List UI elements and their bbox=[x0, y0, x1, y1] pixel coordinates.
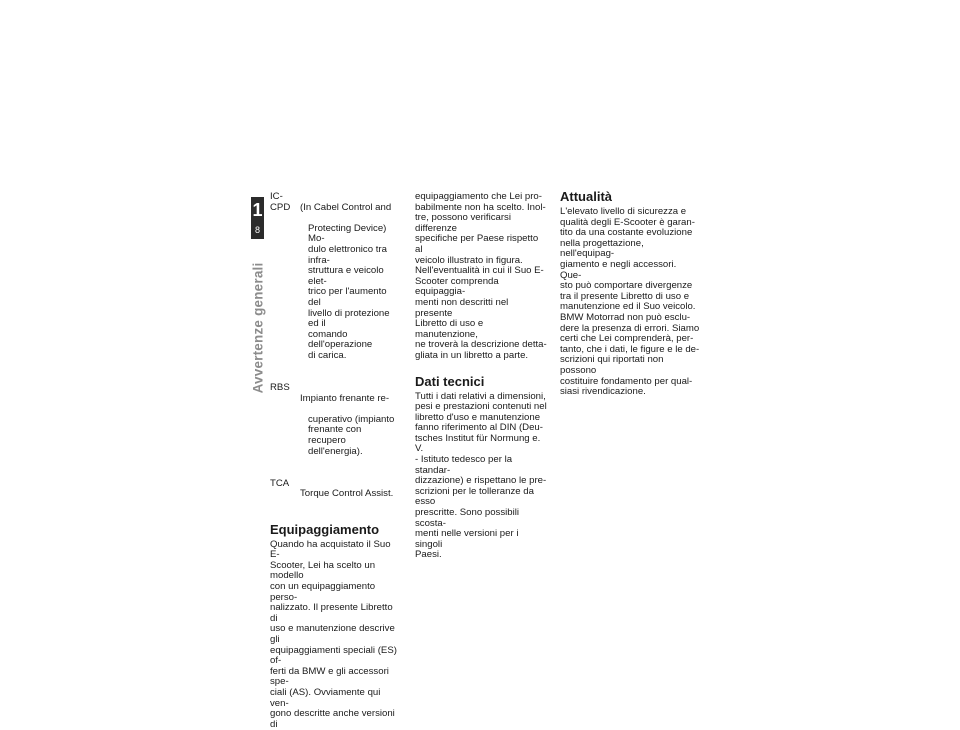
section-title-equipaggiamento: Equipaggiamento bbox=[270, 521, 380, 537]
page-number: 8 bbox=[254, 225, 260, 235]
abbreviation-description: (In Cabel Control and Protecting Device) Mo- dulo elettronico tra infra- struttura e veicolo elet- trico per l'aumento del livello di protezione ed il comando dell'operazione di carica. bbox=[300, 201, 392, 361]
chapter-number: 1 bbox=[252, 200, 263, 220]
abbreviation-description: Impianto frenante re- cuperativo (impianto frenante con recupero dell'energia). bbox=[300, 392, 395, 457]
section-text-equipaggiamento: Quando ha acquistato il Suo E- Scooter, Lei ha scelto un modello con un equipaggiamento perso- nalizzato. Il presente Libretto di uso e manutenzione descrive gli equipaggiamenti speciali (ES) of- ferti da BMW e gli accessori spe- ciali (AS). Ovviamente qui ven- gono descritte anche versioni di bbox=[270, 538, 397, 730]
section-text-dati-tecnici: Tutti i dati relativi a dimensioni, pesi e prestazioni contenuti nel libretto d'uso e manutenzione fanno riferimento al DIN (Deu- tsches Institut für Normung e. V. - Istituto tedesco per la standar- dizzazione) e rispettano le pre- scrizioni per le tolleranze da esso prescritte. Sono possibili scosta- menti nelle versioni per i singoli Paesi. bbox=[415, 390, 547, 561]
abbreviation-description: Torque Control Assist. bbox=[300, 488, 394, 500]
section-text-equipaggiamento-continued: equipaggiamento che Lei pro- babilmente non ha scelto. Inol- tre, possono verificarsi differenze specifiche per Paese rispetto al veicolo illustrato in figura. Nell'eventualità in cui il Suo E- Scooter comprenda equipaggia- menti non descritti nel presente Libretto di uso e manutenzione, ne troverà la descrizione detta- gliata in un libretto a parte. bbox=[415, 191, 547, 361]
chapter-label: Avvertenze generali bbox=[250, 262, 265, 394]
column-2 bbox=[415, 192, 547, 561]
abbreviation-term: IC- CPD bbox=[270, 191, 291, 213]
section-title-attualita: Attualità bbox=[560, 189, 612, 204]
column-1 bbox=[270, 192, 400, 730]
column-3 bbox=[560, 189, 700, 398]
chapter-tab bbox=[251, 197, 264, 239]
abbreviation-term: RBS bbox=[270, 382, 290, 394]
abbreviation-term: TCA bbox=[270, 477, 290, 489]
section-text-attualita: L'elevato livello di sicurezza e qualità degli E-Scooter è garan- tito da una costante evoluzione nella progettazione, nell'equipag- giamento e negli accessori. Que- sto può comportare divergenze tra il presente Libretto di uso e manutenzione ed il Suo veicolo. BMW Motorrad non può esclu- dere la presenza di errori. Siamo certi che Lei comprenderà, per- tanto, che i dati, le figure e le de- scrizioni qui riportati non possono costituire fondamento per qual- siasi rivendicazione. bbox=[560, 206, 700, 398]
abbreviation-iccpd bbox=[270, 192, 400, 372]
section-title-dati-tecnici: Dati tecnici bbox=[415, 373, 485, 389]
abbreviation-tca bbox=[270, 479, 400, 511]
abbreviation-rbs bbox=[270, 383, 400, 468]
